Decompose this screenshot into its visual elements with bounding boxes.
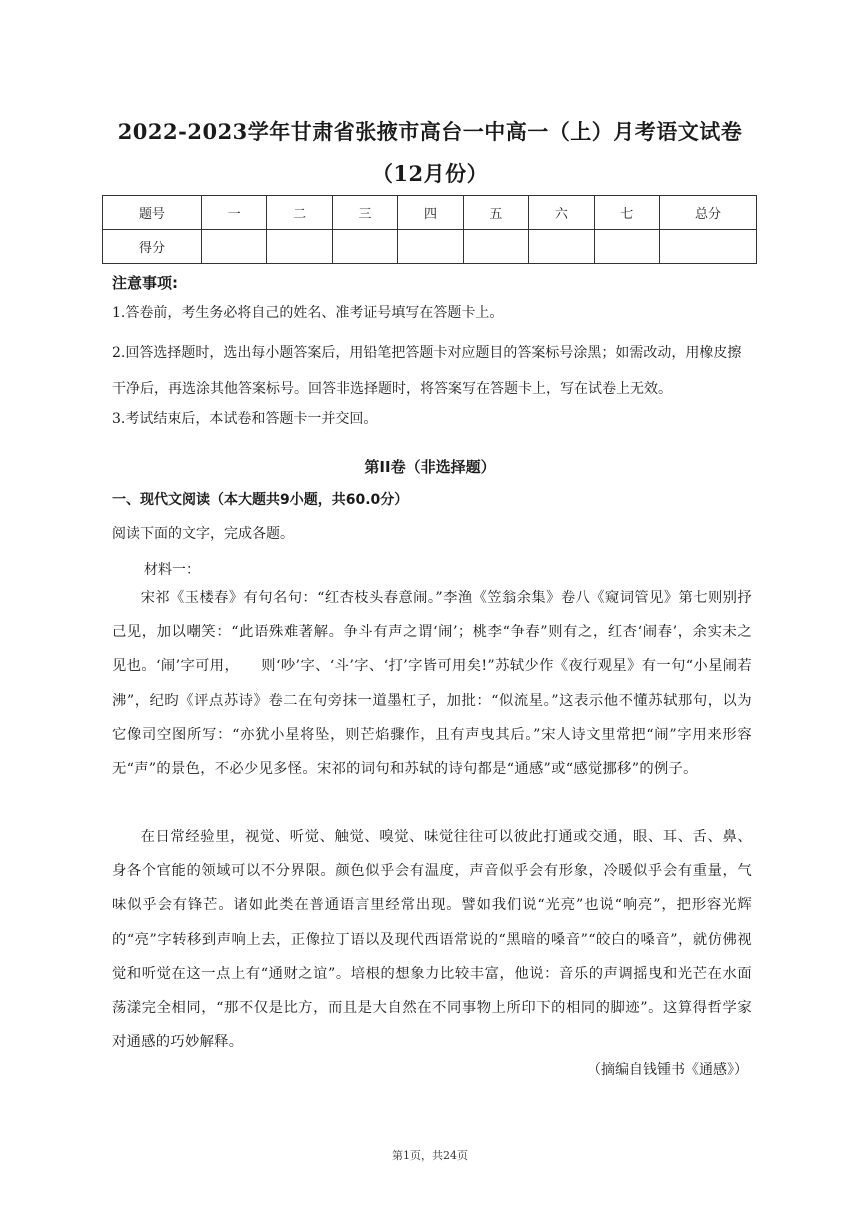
notice-item: 2.回答选择题时，选出每小题答案后，用铅笔把答题卡对应题目的答案标号涂黑；如需改动，用橡皮擦干净后，再选涂其他答案标号。回答非选择题时，将答案写在答题卡上，写在试卷上无效。 [112, 345, 742, 397]
score-header-cell: 一 [202, 196, 267, 230]
notice-item: 3.考试结束后，本试卷和答题卡一并交回。 [112, 411, 378, 427]
score-table [102, 195, 757, 264]
score-cell [332, 230, 397, 264]
score-header-cell: 总分 [660, 196, 757, 230]
exam-title: 2022-2023学年甘肃省张掖市高台一中高一（上）月考语文试卷 [117, 119, 743, 144]
score-header-cell: 六 [529, 196, 594, 230]
notice-item: 1.答卷前，考生务必将自己的姓名、准考证号填写在答题卡上。 [112, 305, 504, 321]
score-row-label: 得分 [103, 230, 202, 264]
score-cell [267, 230, 332, 264]
score-header-cell: 二 [267, 196, 332, 230]
source-citation: （摘编自钱锺书《通感》） [587, 1062, 748, 1078]
material-label: 材料一： [144, 562, 200, 578]
score-cell [398, 230, 463, 264]
instruction-text: 阅读下面的文字，完成各题。 [112, 526, 294, 542]
page-footer: 第1页，共24页 [392, 1149, 468, 1162]
score-header-cell: 三 [332, 196, 397, 230]
reading-paragraph: 在日常经验里，视觉、听觉、触觉、嗅觉、味觉往往可以彼此打通或交通，眼、耳、舌、鼻、身各个官能的领域可以不分界限。颜色似乎会有温度，声音似乎会有形象，冷暖似乎会有重量，气味似乎会有锋芒。诸如此类在普通语言里经常出现。譬如我们说“光亮”也说“响亮”，把形容光辉的“亮”字转移到声响上去，正像拉丁语以及现代西语常说的“黑暗的嗓音”“皎白的嗓音”，就仿佛视觉和听觉在这一点上有“通财之谊”。培根的想象力比较丰富，他说：音乐的声调摇曳和光芒在水面荡漾完全相同，“那不仅是比方，而且是大自然在不同事物上所印下的相同的脚迹”。这算得哲学家对通感的巧妙解释。 [112, 829, 752, 1051]
score-header-cell: 五 [463, 196, 528, 230]
score-cell [594, 230, 659, 264]
reading-paragraph: 宋祁《玉楼春》有句名句：“红杏枝头春意闹。”李渔《笠翁余集》卷八《窥词管见》第七则别抒己见，加以嘲笑：“此语殊难著解。争斗有声之谓‘闹’；桃李“争春”则有之，红杏‘闹春’，余实未之见也。‘闹’字可用， 则‘吵’字、‘斗’字、‘打’字皆可用矣!”苏轼少作《夜行观星》有一句“小星闹若沸”，纪昀《评点苏诗》卷二在句旁抹一道墨杠子，加批：“似流星。”这表示他不懂苏轼那句，以为它像司空图所写：“亦犹小星将坠，则芒焰骤作，且有声曳其后。”宋人诗文里常把“闹”字用来形容无“声”的景色，不必少见多怪。宋祁的词句和苏轼的诗句都是“通感”或“感觉挪移”的例子。 [112, 590, 752, 778]
score-cell [463, 230, 528, 264]
score-cell [202, 230, 267, 264]
score-header-cell: 七 [594, 196, 659, 230]
score-header-cell: 题号 [103, 196, 202, 230]
score-table-score-row [103, 230, 757, 264]
section-title: 第II卷（非选择题） [364, 458, 496, 476]
score-header-cell: 四 [398, 196, 463, 230]
score-table-header-row [103, 196, 757, 230]
question-heading: 一、现代文阅读（本大题共9小题，共60.0分） [112, 492, 409, 508]
exam-subtitle: （12月份） [371, 161, 489, 186]
score-cell [660, 230, 757, 264]
score-cell [529, 230, 594, 264]
notice-title: 注意事项: [112, 274, 178, 292]
